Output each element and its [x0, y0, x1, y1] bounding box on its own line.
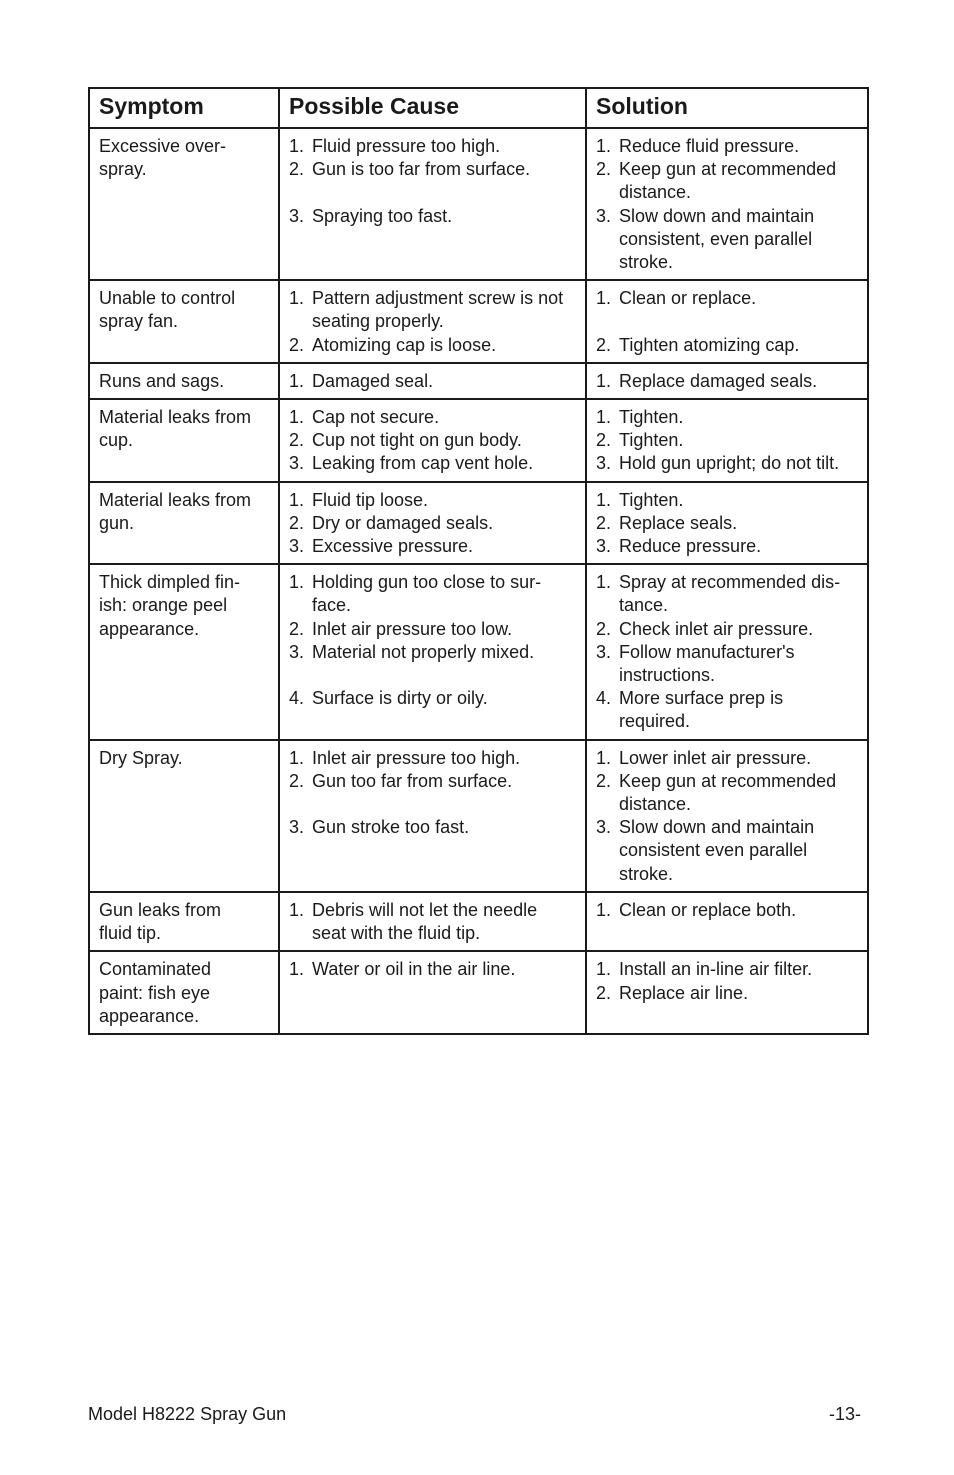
cause-item-text: Inlet air pressure too low.	[312, 618, 513, 639]
solution-cell	[586, 280, 868, 363]
cause-item	[289, 571, 576, 617]
symptom-cell	[89, 363, 279, 399]
table-row	[89, 128, 868, 280]
solution-item-number: 2.	[596, 982, 612, 1003]
cause-item	[289, 747, 576, 770]
cause-item-text: Inlet air pressure too high.	[312, 747, 521, 768]
solution-item	[596, 982, 858, 1005]
table-row	[89, 564, 868, 739]
cause-item-number: 1.	[289, 288, 305, 309]
solution-item-text: More surface prep is required.	[619, 688, 784, 732]
solution-item-number: 2.	[596, 334, 612, 355]
cause-item-text: Water or oil in the air line.	[312, 959, 516, 980]
solution-item-number: 2.	[596, 512, 612, 533]
symptom-text: Thick dimpled fin- ish: orange peel appearance.	[99, 572, 241, 639]
solution-item	[596, 687, 858, 733]
solution-item	[596, 618, 858, 641]
cause-item	[289, 618, 576, 641]
solution-cell	[586, 564, 868, 739]
cause-item-text: Gun stroke too fast.	[312, 817, 470, 838]
solution-cell	[586, 482, 868, 565]
cause-cell	[279, 128, 586, 280]
solution-item-text: Slow down and maintain consistent, even parallel stroke.	[619, 205, 815, 273]
table-header-row	[89, 88, 868, 128]
solution-item-text: Install an in-line air filter.	[619, 959, 813, 980]
cause-item-number: 2.	[289, 512, 305, 533]
solution-item-number: 2.	[596, 159, 612, 180]
header-possible-cause: Possible Cause	[279, 88, 586, 128]
solution-cell	[586, 740, 868, 892]
cause-item-number: 3.	[289, 536, 305, 557]
symptom-text: Gun leaks from fluid tip.	[99, 899, 222, 944]
cause-item-number: 3.	[289, 641, 305, 662]
cause-item-text: Cap not secure.	[312, 407, 440, 428]
cause-item-text: Material not properly mixed.	[312, 641, 535, 662]
symptom-text: Dry Spray.	[99, 747, 183, 768]
cause-item-text: Dry or damaged seals.	[312, 512, 494, 533]
solution-item-number: 1.	[596, 407, 612, 428]
cause-item-number: 1.	[289, 370, 305, 391]
solution-item-text: Tighten atomizing cap.	[619, 334, 800, 355]
solution-item	[596, 770, 858, 816]
solution-item-text: Reduce fluid pressure.	[619, 136, 800, 156]
cause-cell	[279, 399, 586, 482]
cause-item	[289, 334, 576, 357]
cause-item	[289, 816, 576, 839]
cause-item-number: 4.	[289, 688, 305, 709]
symptom-text: Runs and sags.	[99, 370, 225, 391]
cause-item	[289, 452, 576, 475]
solution-item	[596, 452, 858, 475]
solution-item-number: 3.	[596, 453, 612, 474]
cause-item	[289, 370, 576, 393]
solution-item-text: Spray at recommended dis- tance.	[619, 572, 841, 616]
symptom-text: Material leaks from gun.	[99, 489, 252, 533]
symptom-text: Contaminated paint: fish eye appearance.	[99, 959, 212, 1026]
symptom-cell	[89, 892, 279, 951]
cause-item	[289, 512, 576, 535]
cause-item-number: 3.	[289, 205, 305, 226]
cause-cell	[279, 280, 586, 363]
cause-item	[289, 429, 576, 452]
cause-item-number: 1.	[289, 572, 305, 593]
cause-item	[289, 287, 576, 333]
cause-item-number: 3.	[289, 453, 305, 474]
cause-item-number: 1.	[289, 959, 305, 980]
solution-item-number: 1.	[596, 572, 612, 593]
cause-item-text: Pattern adjustment screw is not seating properly.	[312, 288, 564, 332]
cause-item	[289, 489, 576, 512]
solution-item-text: Tighten.	[619, 489, 684, 510]
cause-cell	[279, 951, 586, 1034]
solution-item	[596, 406, 858, 429]
solution-item-number: 2.	[596, 430, 612, 451]
cause-cell	[279, 363, 586, 399]
cause-item-text: Excessive pressure.	[312, 536, 474, 557]
solution-item-text: Lower inlet air pressure.	[619, 747, 812, 768]
table-row	[89, 399, 868, 482]
solution-cell	[586, 128, 868, 280]
cause-item-number: 1.	[289, 489, 305, 510]
table-row	[89, 363, 868, 399]
troubleshooting-table	[88, 87, 869, 1035]
solution-item-text: Clean or replace both.	[619, 899, 797, 920]
solution-item-text: Replace air line.	[619, 982, 749, 1003]
table-body	[89, 128, 868, 1034]
solution-item-number: 4.	[596, 688, 612, 709]
cause-item-number: 1.	[289, 899, 305, 920]
cause-item-number: 2.	[289, 159, 305, 180]
cause-item-number: 2.	[289, 618, 305, 639]
symptom-cell	[89, 740, 279, 892]
symptom-cell	[89, 280, 279, 363]
cause-item-number: 1.	[289, 407, 305, 428]
solution-item	[596, 899, 858, 922]
table-row	[89, 280, 868, 363]
symptom-cell	[89, 128, 279, 280]
table-row	[89, 482, 868, 565]
solution-item	[596, 535, 858, 558]
cause-item	[289, 899, 576, 945]
footer-model-name: Model H8222 Spray Gun	[88, 1404, 287, 1424]
solution-item-text: Keep gun at recommended distance.	[619, 159, 837, 203]
header-solution: Solution	[586, 88, 868, 128]
symptom-cell	[89, 951, 279, 1034]
cause-item-text: Atomizing cap is loose.	[312, 334, 497, 355]
solution-item	[596, 958, 858, 981]
spacer	[289, 793, 576, 816]
table-row	[89, 740, 868, 892]
solution-item-number: 1.	[596, 370, 612, 391]
symptom-text: Excessive over- spray.	[99, 136, 227, 180]
symptom-cell	[89, 482, 279, 565]
cause-item-text: Gun is too far from surface.	[312, 159, 531, 180]
cause-item	[289, 770, 576, 793]
cause-item	[289, 205, 576, 228]
cause-item-text: Gun too far from surface.	[312, 770, 513, 791]
cause-item-text: Spraying too fast.	[312, 205, 453, 226]
symptom-cell	[89, 564, 279, 739]
cause-item	[289, 535, 576, 558]
solution-item-number: 3.	[596, 641, 612, 662]
cause-item-text: Fluid tip loose.	[312, 489, 429, 510]
solution-item	[596, 641, 858, 687]
cause-item-text: Surface is dirty or oily.	[312, 688, 488, 709]
solution-item-number: 1.	[596, 747, 612, 768]
cause-item	[289, 135, 576, 158]
solution-item-text: Follow manufacturer's instructions.	[619, 641, 795, 686]
solution-item-text: Reduce pressure.	[619, 536, 762, 557]
solution-item	[596, 747, 858, 770]
solution-cell	[586, 892, 868, 951]
solution-item	[596, 205, 858, 275]
solution-cell	[586, 363, 868, 399]
solution-item-text: Tighten.	[619, 430, 684, 451]
solution-item-text: Hold gun upright; do not tilt.	[619, 453, 840, 474]
cause-cell	[279, 740, 586, 892]
spacer	[596, 310, 858, 333]
cause-item-text: Leaking from cap vent hole.	[312, 453, 534, 474]
cause-item	[289, 406, 576, 429]
solution-item-text: Check inlet air pressure.	[619, 618, 814, 639]
solution-item-text: Replace damaged seals.	[619, 370, 818, 391]
cause-item-number: 3.	[289, 817, 305, 838]
cause-item-text: Debris will not let the needle seat with the fluid tip.	[312, 899, 538, 944]
cause-cell	[279, 892, 586, 951]
solution-item-number: 1.	[596, 489, 612, 510]
cause-item	[289, 158, 576, 181]
table-row	[89, 951, 868, 1034]
solution-item-number: 3.	[596, 205, 612, 226]
symptom-text: Unable to control spray fan.	[99, 288, 236, 332]
header-symptom: Symptom	[89, 88, 279, 128]
solution-item	[596, 158, 858, 204]
table-row	[89, 892, 868, 951]
solution-cell	[586, 951, 868, 1034]
spacer	[289, 664, 576, 687]
solution-item-number: 1.	[596, 959, 612, 980]
cause-item	[289, 687, 576, 710]
cause-item-number: 2.	[289, 770, 305, 791]
symptom-text: Material leaks from cup.	[99, 407, 252, 451]
solution-item-number: 2.	[596, 770, 612, 791]
solution-item-text: Tighten.	[619, 407, 684, 428]
solution-item-number: 1.	[596, 288, 612, 309]
cause-cell	[279, 482, 586, 565]
solution-item	[596, 429, 858, 452]
solution-item	[596, 135, 858, 158]
solution-item	[596, 370, 858, 393]
solution-item-text: Slow down and maintain consistent even parallel stroke.	[619, 817, 815, 884]
cause-item-text: Cup not tight on gun body.	[312, 430, 522, 451]
cause-item	[289, 641, 576, 664]
solution-item	[596, 512, 858, 535]
solution-cell	[586, 399, 868, 482]
solution-item-number: 2.	[596, 618, 612, 639]
solution-item	[596, 571, 858, 617]
solution-item	[596, 334, 858, 357]
footer-page-number: -13-	[829, 1404, 862, 1424]
cause-item-text: Fluid pressure too high.	[312, 136, 501, 156]
cause-item-number: 1.	[289, 747, 305, 768]
cause-item-number: 2.	[289, 334, 305, 355]
solution-item-text: Replace seals.	[619, 512, 738, 533]
cause-item-number: 2.	[289, 430, 305, 451]
cause-item-text: Holding gun too close to sur- face.	[312, 572, 542, 616]
cause-item-number: 1.	[289, 136, 305, 156]
solution-item-number: 1.	[596, 899, 612, 920]
cause-item	[289, 958, 576, 981]
solution-item-text: Clean or replace.	[619, 288, 757, 309]
solution-item	[596, 816, 858, 886]
solution-item-text: Keep gun at recommended distance.	[619, 770, 837, 815]
solution-item-number: 3.	[596, 536, 612, 557]
symptom-cell	[89, 399, 279, 482]
cause-cell	[279, 564, 586, 739]
solution-item-number: 3.	[596, 817, 612, 838]
solution-item	[596, 287, 858, 310]
solution-item	[596, 489, 858, 512]
spacer	[289, 181, 576, 204]
solution-item-number: 1.	[596, 136, 612, 156]
cause-item-text: Damaged seal.	[312, 370, 434, 391]
